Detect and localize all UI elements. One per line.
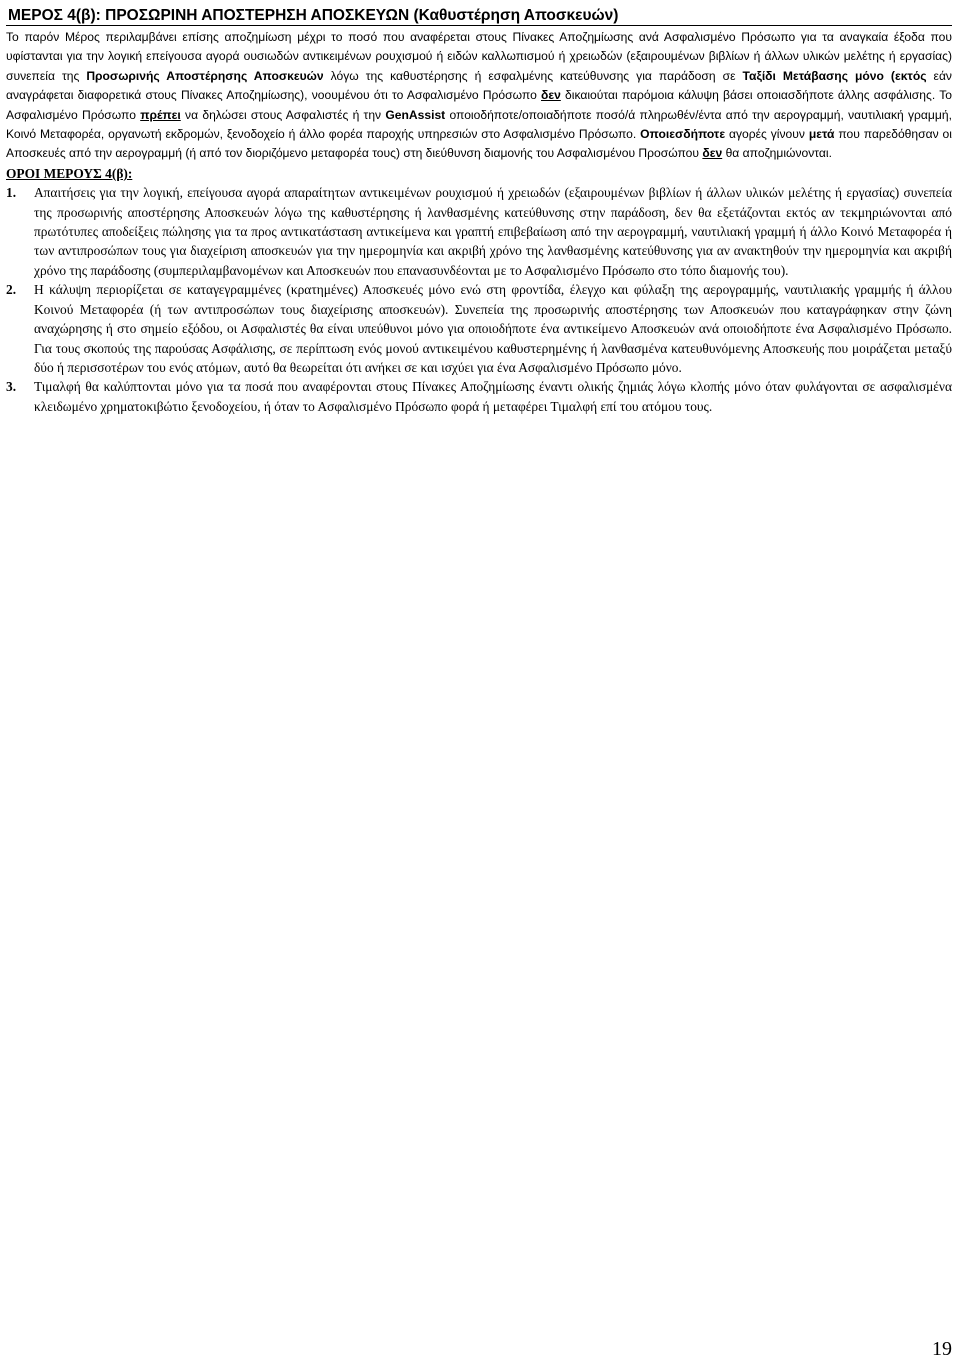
p2-meta-emphasis: μετά [808,127,835,142]
page-number: 19 [932,1338,952,1360]
p2-text-e: που παρεδόθησαν οι Αποσκευές από την αερογραμμή (ή από τον διοριζόμενο μεταφορέα τους) στη διεύθυνση διαμονής του Ασφαλισμένου Προσώπου [6,127,952,161]
document-page [6,6,952,416]
p2-bold-term: Οποιεσδήποτε [640,127,726,142]
terms-list [6,183,952,416]
intro-text-c: εάν αναγράφεται διαφορετικά στους Πίνακες Αποζημίωσης), νοουμένου ότι το Ασφαλισμένο Πρόσωπο [6,68,952,103]
term-item-3 [6,377,952,416]
intro-den-emphasis: δεν [541,88,561,103]
term-text: Απαιτήσεις για την λογική, επείγουσα αγορά απαραίτητων αντικειμένων ρουχισμού ή χρειωδών (εξαιρουμένων βιβλίων ή άλλων υλικών μελέτης ή εργασίας) συνεπεία της προσωρινής αποστέρησης Αποσκευών λόγω της καθυστέρησης ή λανθασμένης κατεύθυνσης στην παράδοση, δεν θα εξετάζονται εκτός αν τεκμηριώνονται από πρωτότυπες αποδείξεις πώλησης για τα προς αντικατάσταση αντικείμενα και γραπτή επιβεβαίωση από την αερογραμμή, ναυτιλιακή γραμμή ή άλλο Κοινό Μεταφορέα ή των αντιπροσώπων τους για διαχείριση αποσκευών για την ημερομηνία και ακριβή χρόνο της λανθασμένης κατεύθυνσης για αν ανακτηθούν την ημερομηνία και ακριβή χρόνο της παράδοσης (συμπεριλαμβανομένων και Αποσκευών που επανασυνδέονται με το Ασφαλισμένο Πρόσωπο στο τόπο διαμονής του). [34,185,952,278]
intro-bold-term-2: Ταξίδι Μετάβασης μόνο (εκτός [742,68,927,83]
p2-prepei-emphasis: πρέπει [140,107,181,122]
intro-paragraph [6,28,952,164]
document-title: ΜΕΡΟΣ 4(β): ΠΡΟΣΩΡΙΝΗ ΑΠΟΣΤΕΡΗΣΗ ΑΠΟΣΚΕΥΩΝ (Καθυστέρηση Αποσκευών) [6,6,952,26]
p2-text-a: Το Ασφαλισμένο Πρόσωπο [6,88,952,122]
term-text: Η κάλυψη περιορίζεται σε καταγεγραμμένες (κρατημένες) Αποσκευές μόνο ενώ στη φροντίδα, έλεγχο και φύλαξη της αερογραμμής, ναυτιλιακής γραμμής ή άλλου Κοινού Μεταφορέα (ή των αντιπροσώπων τους διαχείρισης αποσκευών). Συνεπεία της προσωρινής αποστέρησης των Αποσκευών που καταγράφηκαν στην ζώνη αναχώρησης ή στο σημείο εξόδου, οι Ασφαλιστές θα είναι υπεύθυνοι μόνο για οποιοδήποτε ένα αντικείμενο Αποσκευών ανά οποιοδήποτε ένα Ασφαλισμένο Πρόσωπο. Για τους σκοπούς της παρούσας Ασφάλισης, σε περίπτωση ενός μονού αντικειμένου καθυστερημένης ή λανθασμένα κατευθυνόμενης Αποσκευής που μοιράζεται μεταξύ δύο ή περισσοτέρων του ενός ατόμων, αυτό θα θεωρείται ότι ανήκει σε και ισχύει για ένα Ασφαλισμένο Πρόσωπο μόνο. [34,282,952,375]
p2-text-f: θα αποζημιώνονται. [725,146,832,161]
term-item-1 [6,183,952,280]
terms-heading: ΟΡΟΙ ΜΕΡΟΥΣ 4(β): [6,165,133,181]
intro-text-d: δικαιούται παρόμοια κάλυψη βάσει οποιασδήποτε άλλης ασφάλισης. [565,88,936,103]
term-number: 1. [6,185,17,201]
p2-text-d: αγορές γίνουν [728,127,805,142]
term-number: 2. [6,282,17,298]
term-text: Τιμαλφή θα καλύπτονται μόνο για τα ποσά που αναφέρονται στους Πίνακες Αποζημίωσης έναντι ολικής ζημιάς λόγω κλοπής μόνο όταν φυλάγονται σε ασφαλισμένα κλειδωμένο χρηματοκιβώτιο ξενοδοχείου, ή όταν το Ασφαλισμένο Πρόσωπο φορά ή μεταφέρει Τιμαλφή επί του ατόμου τους. [34,379,952,414]
intro-text-a: Το παρόν Μέρος περιλαμβάνει επίσης αποζημίωση μέχρι το ποσό που αναφέρεται στους Πίνακες Αποζημίωσης ανά Ασφαλισμένο Πρόσωπο για τα αναγκαία έξοδα που υφίστανται για την λογική επείγουσα αγορά ουσιωδών αντικειμένων ρουχισμού ή ειδών καλλωπισμού ή χρειωδών (εξαιρουμένων βιβλίων ή άλλων υλικών μελέτης ή εργασίας) συνεπεία της [6,30,952,83]
p2-genassist: GenAssist [385,107,446,122]
term-item-2 [6,280,952,377]
p2-text-c: οποιοδήποτε/οποιαδήποτε ποσό/ά πληρωθέν/έντα από την αερογραμμή, ναυτιλιακή γραμμή, Κοινό Μεταφορέα, οργανωτή εκδρομών, ξενοδοχείο ή άλλο φορέα παροχής υπηρεσιών στο Ασφαλισμένο Πρόσωπο. [6,107,952,142]
intro-text-b: λόγω της καθυστέρησης ή εσφαλμένης κατεύθυνσης για παράδοση σε [330,68,736,83]
intro-bold-term: Προσωρινής Αποστέρησης Αποσκευών [86,68,324,83]
p2-den-emphasis: δεν [702,146,723,161]
p2-text-b: να δηλώσει στους Ασφαλιστές ή την [185,107,382,122]
term-number: 3. [6,379,17,395]
